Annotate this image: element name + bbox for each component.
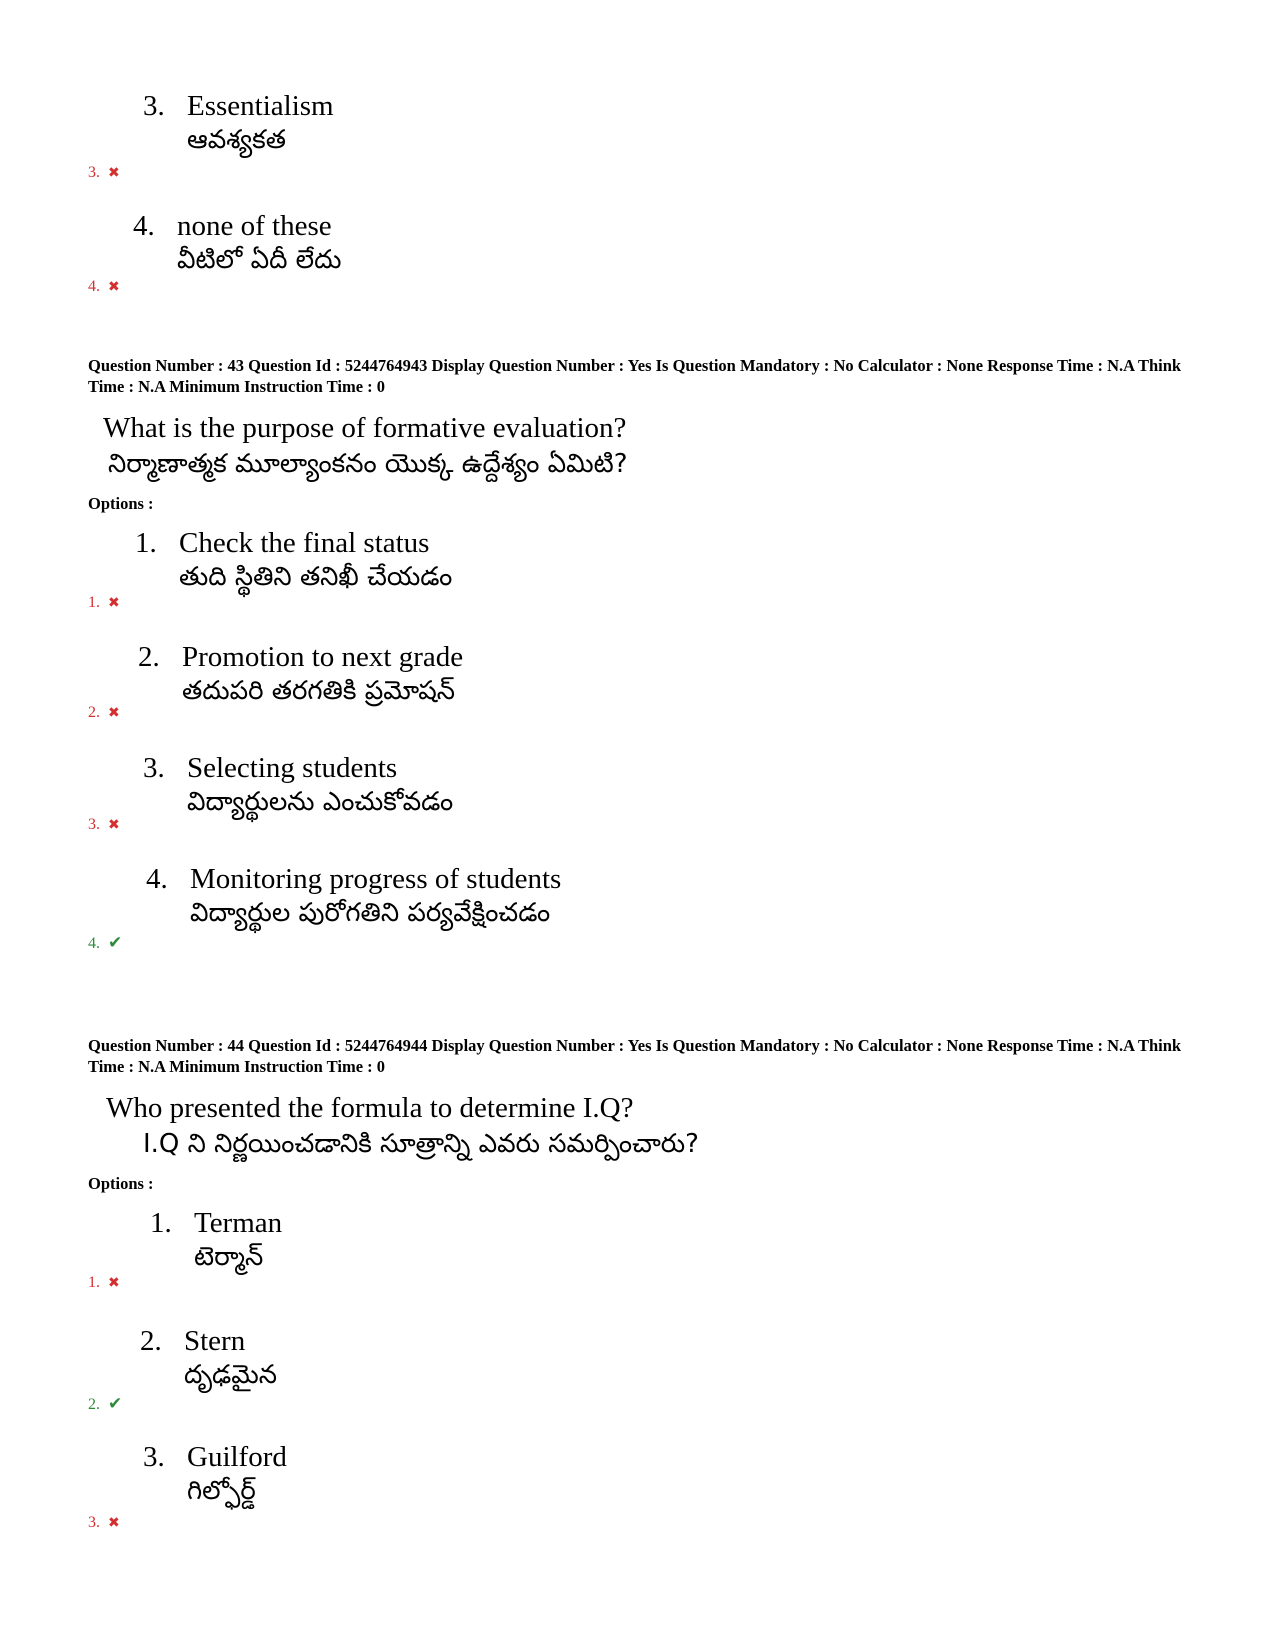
question-text-te-44: I.Q ని నిర్ణయించడానికి సూత్రాన్ని ఎవరు సమర్పించారు? (143, 1129, 699, 1159)
check-icon: ✔ (108, 933, 123, 952)
option-text-en: Essentialism (187, 90, 334, 122)
answer-marker-wrong: 1. ✖ (88, 1274, 120, 1291)
cross-icon: ✖ (108, 596, 120, 611)
option-text-en: Promotion to next grade (182, 641, 464, 673)
option-text-te: ఆవశ్యకత (187, 125, 286, 155)
option-text-en: Monitoring progress of students (190, 863, 562, 895)
answer-marker-wrong: 2. ✖ (88, 704, 120, 721)
option-text-en: Terman (194, 1207, 283, 1239)
option-number: 4. (146, 863, 168, 895)
option-number: 1. (150, 1207, 172, 1239)
question-text-en-44: Who presented the formula to determine I.Q? (106, 1092, 634, 1124)
question-text-te-43: నిర్మాణాత్మక మూల్యాంకనం యొక్క ఉద్దేశ్యం ఏమిటి? (108, 449, 628, 479)
question-meta-43: Question Number : 43 Question Id : 5244764943 Display Question Number : Yes Is Question Mandatory : No Calculator : None Response Time : N.A Think Time : N.A Minimum Instruction Time : 0 (88, 356, 1182, 396)
option-text-te: తదుపరి తరగతికి ప్రమోషన్ (182, 676, 456, 706)
question-text-en-43: What is the purpose of formative evaluation? (103, 412, 627, 444)
option-text-te: దృఢమైన (184, 1360, 278, 1390)
option-text-en: Guilford (187, 1441, 287, 1473)
cross-icon: ✖ (108, 166, 120, 181)
option-text-te: విద్యార్థులను ఎంచుకోవడం (187, 787, 454, 817)
option-number: 3. (143, 752, 165, 784)
option-block-prev-4 (133, 209, 341, 277)
option-text-en: Selecting students (187, 752, 398, 784)
option-text-te: గిల్ఫోర్డ్ (187, 1476, 256, 1506)
answer-marker-wrong: 3. ✖ (88, 816, 120, 833)
answer-marker-correct: 4. ✔ (88, 933, 123, 952)
option-block-43-4 (146, 862, 561, 930)
option-text-en: none of these (177, 210, 332, 242)
option-number: 2. (138, 641, 160, 673)
option-block-43-2 (138, 640, 463, 708)
option-number: 3. (143, 90, 165, 122)
option-text-te: విద్యార్థుల పురోగతిని పర్యవేక్షించడం (190, 898, 551, 928)
option-text-te: తుది స్థితిని తనిఖీ చేయడం (179, 562, 453, 592)
option-text-en: Stern (184, 1325, 246, 1357)
question-meta-44: Question Number : 44 Question Id : 5244764944 Display Question Number : Yes Is Question Mandatory : No Calculator : None Response Time : N.A Think Time : N.A Minimum Instruction Time : 0 (88, 1036, 1182, 1076)
option-number: 1. (135, 527, 157, 559)
answer-marker-wrong: 3. ✖ (88, 164, 120, 181)
answer-marker-wrong: 3. ✖ (88, 1514, 120, 1531)
check-icon: ✔ (108, 1394, 123, 1413)
option-block-43-3 (143, 751, 453, 819)
answer-marker-wrong: 4. ✖ (88, 278, 120, 295)
cross-icon: ✖ (108, 280, 120, 295)
cross-icon: ✖ (108, 1276, 120, 1291)
option-text-en: Check the final status (179, 527, 430, 559)
option-number: 4. (133, 210, 155, 242)
option-block-44-1 (150, 1206, 282, 1274)
cross-icon: ✖ (108, 1516, 120, 1531)
cross-icon: ✖ (108, 706, 120, 721)
option-block-43-1 (135, 526, 452, 594)
option-number: 2. (140, 1325, 162, 1357)
answer-marker-correct: 2. ✔ (88, 1394, 123, 1413)
answer-marker-wrong: 1. ✖ (88, 594, 120, 611)
option-block-44-3 (143, 1440, 287, 1508)
options-label: Options : (88, 1174, 154, 1193)
cross-icon: ✖ (108, 818, 120, 833)
option-text-te: వీటిలో ఏదీ లేదు (177, 245, 342, 275)
option-block-44-2 (140, 1324, 277, 1392)
option-block-prev-3 (143, 89, 334, 157)
option-text-te: టెర్మాన్ (194, 1242, 264, 1272)
options-label: Options : (88, 494, 154, 513)
option-number: 3. (143, 1441, 165, 1473)
